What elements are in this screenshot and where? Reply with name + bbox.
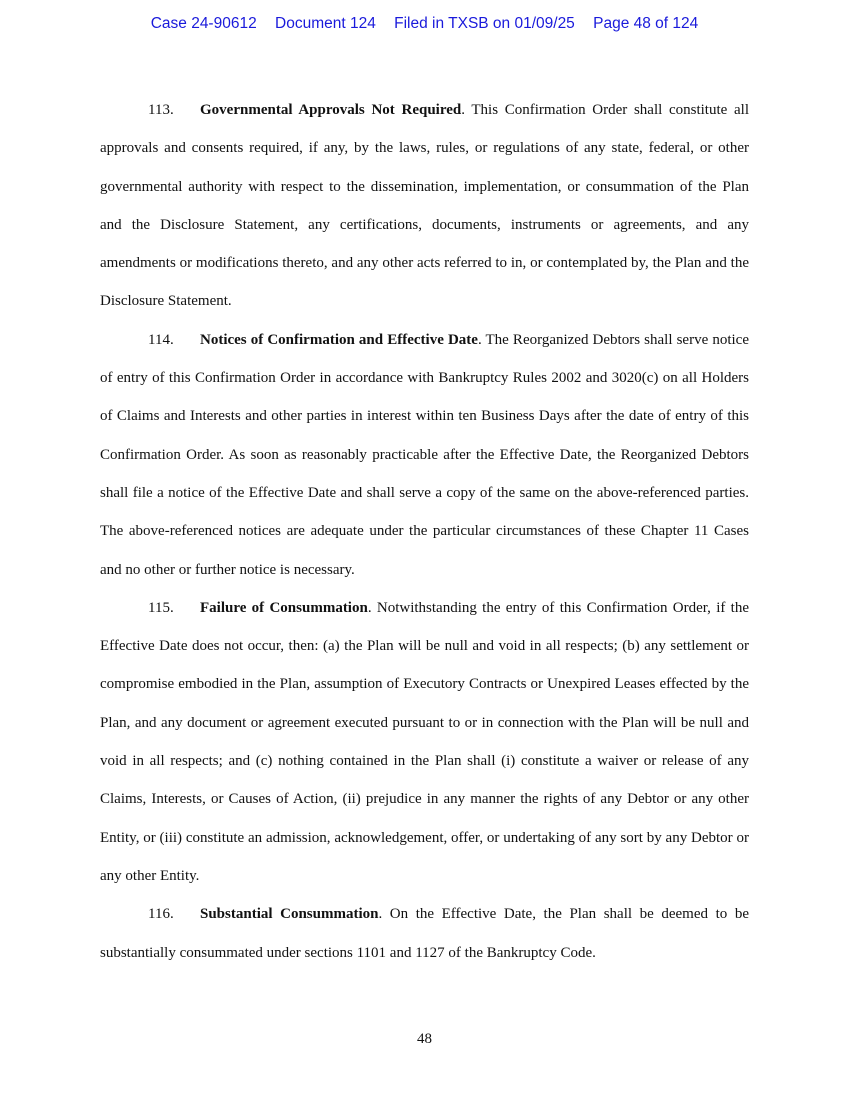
document-number: Document 124 <box>275 15 376 32</box>
paragraph-116 <box>100 895 749 972</box>
paragraph-number: 115. <box>148 599 174 616</box>
page-indicator: Page 48 of 124 <box>593 15 699 32</box>
page-number: 48 <box>417 1031 432 1047</box>
paragraph-113 <box>100 91 749 321</box>
filed-date: Filed in TXSB on 01/09/25 <box>394 15 575 32</box>
paragraph-number: 116. <box>148 906 174 923</box>
paragraph-text: . The Reorganized Debtors shall serve notice of entry of this Confirmation Order in accordance with Bankruptcy Rules 2002 and 3020(c) on all Holders of Claims and Interests and other parties in interest within ten Business Days after the date of entry of this Confirmation Order. As soon as reasonably practicable after the Effective Date, the Reorganized Debtors shall file a notice of the Effective Date and shall serve a copy of the same on the above-referenced parties. The above-referenced notices are adequate under the particular circumstances of these Chapter 11 Cases and no other or further notice is necessary. <box>100 331 749 578</box>
paragraph-115 <box>100 589 749 895</box>
case-number: Case 24-90612 <box>150 15 257 32</box>
paragraph-heading: Substantial Consummation <box>200 906 379 923</box>
filing-header <box>0 15 849 33</box>
paragraph-text: . Notwithstanding the entry of this Confirmation Order, if the Effective Date does not occur, then: (a) the Plan will be null and void in all respects; (b) any settlement or compromise embodied in the Plan, assumption of Executory Contracts or Unexpired Leases effected by the Plan, and any document or agreement executed pursuant to or in connection with the Plan will be null and void in all respects; and (c) nothing contained in the Plan shall (i) constitute a waiver or release of any Claims, Interests, or Causes of Action, (ii) prejudice in any manner the rights of any Debtor or any other Entity, or (iii) constitute an admission, acknowledgement, offer, or undertaking of any sort by any Debtor or any other Entity. <box>100 599 749 884</box>
document-body <box>100 91 749 972</box>
paragraph-number: 114. <box>148 331 174 348</box>
paragraph-heading: Notices of Confirmation and Effective Date <box>200 331 478 348</box>
paragraph-114 <box>100 321 749 589</box>
paragraph-text: . On the Effective Date, the Plan shall be deemed to be substantially consummated under sections 1101 and 1127 of the Bankruptcy Code. <box>100 906 749 961</box>
paragraph-text: . This Confirmation Order shall constitute all approvals and consents required, if any, by the laws, rules, or regulations of any state, federal, or other governmental authority with respect to the dissemination, implementation, or consummation of the Plan and the Disclosure Statement, any certifications, documents, instruments or agreements, and any amendments or modifications thereto, and any other acts referred to in, or contemplated by, the Plan and the Disclosure Statement. <box>100 102 749 310</box>
paragraph-heading: Governmental Approvals Not Required <box>200 102 462 118</box>
paragraph-heading: Failure of Consummation <box>200 599 368 616</box>
paragraph-number: 113. <box>148 102 174 118</box>
